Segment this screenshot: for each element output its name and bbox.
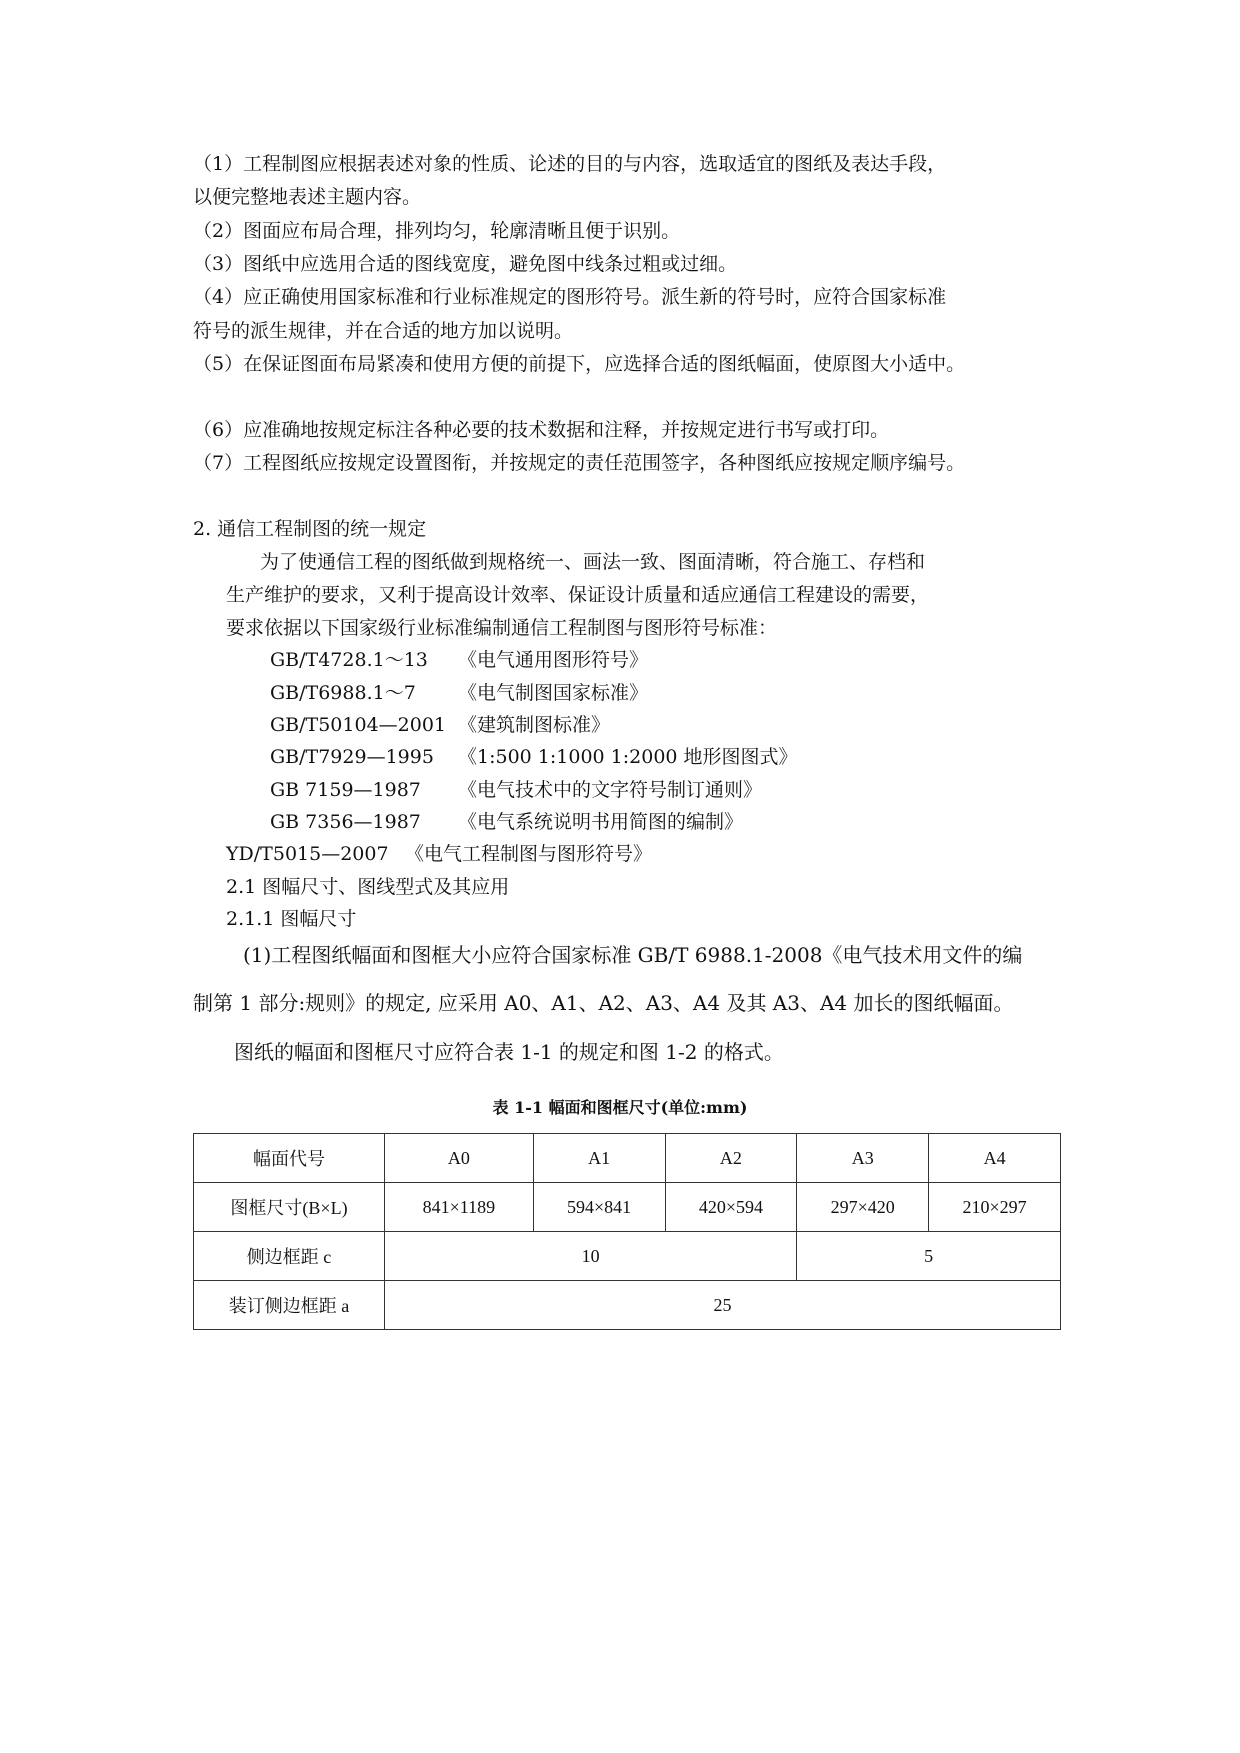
standard-title: 《电气通用图形符号》 — [458, 649, 649, 671]
table-header-cell: 图框尺寸(B×L) — [194, 1183, 385, 1232]
list-item-4: （4）应正确使用国家标准和行业标准规定的图形符号。派生新的符号时，应符合国家标准 — [193, 286, 947, 308]
size-code-cell: A1 — [533, 1134, 665, 1183]
frame-value-cell: 210×297 — [929, 1183, 1061, 1232]
standard-code: GB/T4728.1～13 — [270, 649, 428, 671]
rule-2: 图纸的幅面和图框尺寸应符合表 1-1 的规定和图 1-2 的格式。 — [234, 1040, 784, 1064]
subsubsection-heading: 2.1.1 图幅尺寸 — [226, 908, 357, 930]
section-paragraph-line-1: 为了使通信工程的图纸做到规格统一、画法一致、图面清晰，符合施工、存档和 — [260, 551, 926, 573]
binding-margin-cell: 25 — [385, 1281, 1061, 1330]
size-code-cell: A4 — [929, 1134, 1061, 1183]
standard-title: 《电气技术中的文字符号制订通则》 — [458, 779, 763, 801]
side-margin-cell: 5 — [797, 1232, 1061, 1281]
standard-code: GB 7159—1987 — [270, 779, 421, 801]
table-row — [194, 1183, 1061, 1232]
table-header-cell: 幅面代号 — [194, 1134, 385, 1183]
list-item-1-cont: 以便完整地表述主题内容。 — [193, 186, 422, 208]
table-header-cell: 侧边框距 c — [194, 1232, 385, 1281]
frame-size-table — [193, 1133, 1061, 1330]
standard-code: GB/T50104—2001 — [270, 714, 447, 736]
list-item-2: （2）图面应布局合理，排列均匀，轮廓清晰且便于识别。 — [193, 220, 681, 242]
list-item-4-cont: 符号的派生规律，并在合适的地方加以说明。 — [193, 320, 574, 342]
table-row — [194, 1232, 1061, 1281]
rule-1-line-1: (1)工程图纸幅面和图框大小应符合国家标准 GB/T 6988.1-2008《电气技术用文件的编 — [243, 943, 1023, 967]
standard-code: GB/T6988.1～7 — [270, 682, 416, 704]
list-item-7: （7）工程图纸应按规定设置图衔，并按规定的责任范围签字，各种图纸应按规定顺序编号。 — [193, 452, 966, 474]
list-item-6: （6）应准确地按规定标注各种必要的技术数据和注释，并按规定进行书写或打印。 — [193, 419, 890, 441]
list-item-5: （5）在保证图面布局紧凑和使用方便的前提下，应选择合适的图纸幅面，使原图大小适中。 — [193, 353, 966, 375]
standard-title: 《电气系统说明书用简图的编制》 — [458, 811, 744, 833]
side-margin-cell: 10 — [385, 1232, 797, 1281]
rule-1-line-2: 制第 1 部分:规则》的规定, 应采用 A0、A1、A2、A3、A4 及其 A3、A4 加长的图纸幅面。 — [193, 991, 1014, 1015]
frame-value-cell: 841×1189 — [385, 1183, 534, 1232]
standard-title: 《建筑制图标准》 — [458, 714, 611, 736]
table-row — [194, 1281, 1061, 1330]
size-code-cell: A0 — [385, 1134, 534, 1183]
yd-standard-title: 《电气工程制图与图形符号》 — [405, 843, 653, 865]
frame-value-cell: 297×420 — [797, 1183, 929, 1232]
frame-value-cell: 420×594 — [665, 1183, 797, 1232]
standard-title: 《电气制图国家标准》 — [458, 682, 649, 704]
table-header-cell: 装订侧边框距 a — [194, 1281, 385, 1330]
table-caption: 表 1-1 幅面和图框尺寸(单位:mm) — [492, 1098, 748, 1117]
section-paragraph-line-3: 要求依据以下国家级行业标准编制通信工程制图与图形符号标准： — [226, 617, 778, 639]
size-code-cell: A3 — [797, 1134, 929, 1183]
yd-standard-code: YD/T5015—2007 — [226, 843, 389, 865]
standard-title: 《1:500 1:1000 1:2000 地形图图式》 — [458, 746, 798, 768]
list-item-3: （3）图纸中应选用合适的图线宽度，避免图中线条过粗或过细。 — [193, 253, 738, 275]
section-paragraph-line-2: 生产维护的要求，又利于提高设计效率、保证设计质量和适应通信工程建设的需要， — [226, 584, 930, 606]
standard-code: GB 7356—1987 — [270, 811, 421, 833]
subsection-heading: 2.1 图幅尺寸、图线型式及其应用 — [226, 876, 510, 898]
table-row — [194, 1134, 1061, 1183]
frame-value-cell: 594×841 — [533, 1183, 665, 1232]
section-heading: 2. 通信工程制图的统一规定 — [193, 518, 427, 540]
size-code-cell: A2 — [665, 1134, 797, 1183]
list-item-1: （1）工程制图应根据表述对象的性质、论述的目的与内容，选取适宜的图纸及表达手段， — [193, 153, 947, 175]
standard-code: GB/T7929—1995 — [270, 746, 434, 768]
